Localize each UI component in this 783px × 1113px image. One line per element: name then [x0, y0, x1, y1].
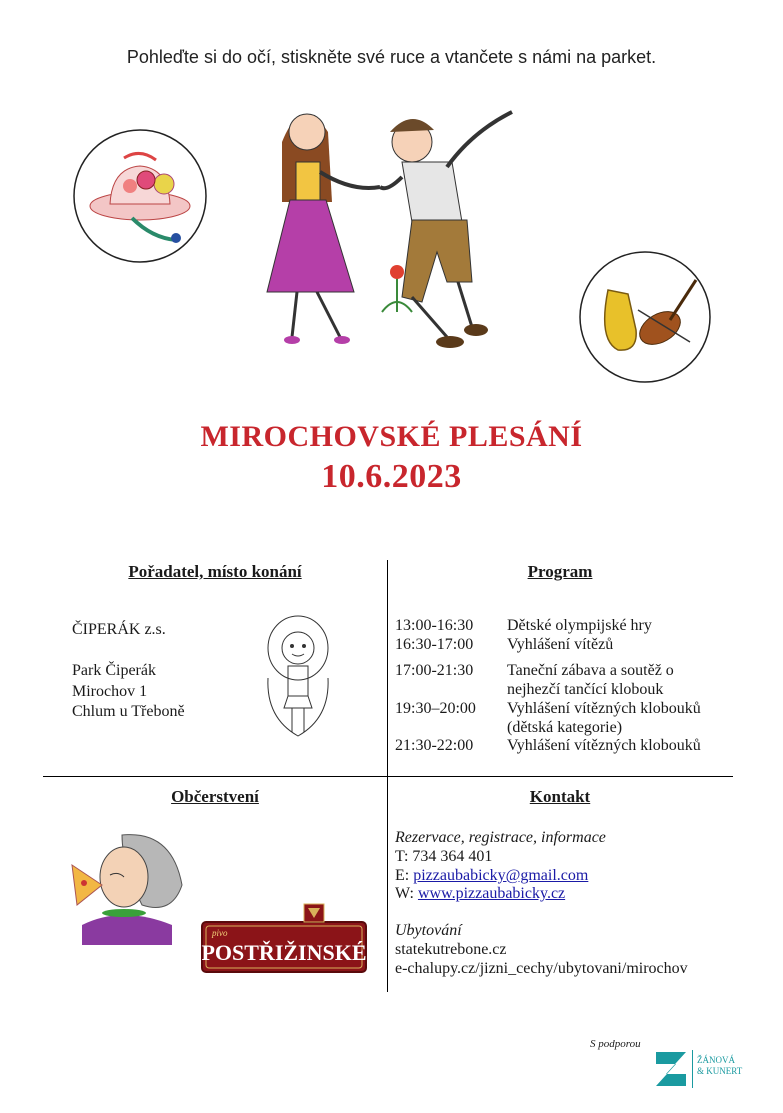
phone-label: T: — [395, 848, 409, 865]
sponsor-label: S podporou — [590, 1038, 641, 1050]
contact-web — [395, 884, 565, 904]
program-activity: Vyhlášení vítězných klobouků — [507, 737, 701, 754]
organizer-address-line-1: Park Čiperák — [72, 662, 156, 679]
lodging-title: Ubytování — [395, 922, 462, 939]
web-link[interactable]: www.pizzaubabicky.cz — [417, 885, 566, 902]
contact-info-title: Rezervace, registrace, informace — [395, 829, 606, 846]
beer-logo-small-text: pivo — [212, 928, 228, 938]
contact-email — [395, 866, 588, 886]
program-time: 17:00-21:30 — [395, 662, 474, 679]
hat-illustration — [72, 128, 208, 264]
contact-heading: Kontakt — [529, 787, 591, 806]
sponsor-name — [697, 1055, 742, 1077]
program-activity: Vyhlášení vítězů — [507, 636, 614, 653]
program-time: 21:30-22:00 — [395, 737, 474, 754]
beer-logo-text: POSTŘIŽINSKÉ — [201, 940, 367, 965]
event-title: MIROCHOVSKÉ PLESÁNÍ — [200, 420, 583, 453]
phone-number[interactable]: 734 364 401 — [412, 848, 493, 865]
tagline: Pohleďte si do očí, stiskněte své ruce a vtančete s námi na parket. — [126, 47, 657, 67]
program-activity: Dětské olympijské hry — [507, 617, 652, 634]
dancing-couple-illustration — [262, 92, 522, 377]
program-time: 16:30-17:00 — [395, 636, 474, 653]
grandma-pizza-illustration — [62, 825, 188, 945]
horizontal-divider — [43, 776, 733, 777]
contact-phone — [395, 847, 492, 867]
program-activity: Taneční zábava a soutěž o nejhezčí tančící klobouk — [507, 662, 674, 698]
organizer-name: ČIPERÁK z.s. — [72, 621, 166, 638]
lodging-link-2[interactable]: e-chalupy.cz/jizni_cechy/ubytovani/mirochov — [395, 960, 688, 977]
sponsor-logo-icon — [652, 1048, 692, 1090]
refreshments-heading: Občerstvení — [171, 787, 259, 806]
sponsor-divider — [692, 1050, 693, 1088]
program-activity: Vyhlášení vítězných klobouků (dětská kategorie) — [507, 700, 701, 736]
organizer-address-line-3: Chlum u Třeboně — [72, 703, 185, 720]
program-time: 13:00-16:30 — [395, 617, 474, 634]
event-date: 10.6.2023 — [321, 458, 462, 495]
lodging-link-1[interactable]: statekutrebone.cz — [395, 941, 507, 958]
organizer-heading: Pořadatel, místo konání — [128, 562, 302, 581]
sponsor-name-line-2: & KUNERT — [697, 1066, 743, 1076]
postrizinske-beer-logo — [200, 900, 368, 978]
instruments-illustration — [578, 250, 712, 384]
program-time: 19:30–20:00 — [395, 700, 476, 717]
organizer-address-line-2: Mirochov 1 — [72, 683, 148, 700]
sponsor-name-line-1: ŽÁNOVÁ — [697, 1055, 735, 1065]
program-heading: Program — [527, 562, 593, 581]
web-label: W: — [395, 885, 414, 902]
email-label: E: — [395, 867, 410, 884]
email-link[interactable]: pizzaubabicky@gmail.com — [413, 867, 589, 884]
jump-rope-girl-illustration — [258, 608, 338, 740]
